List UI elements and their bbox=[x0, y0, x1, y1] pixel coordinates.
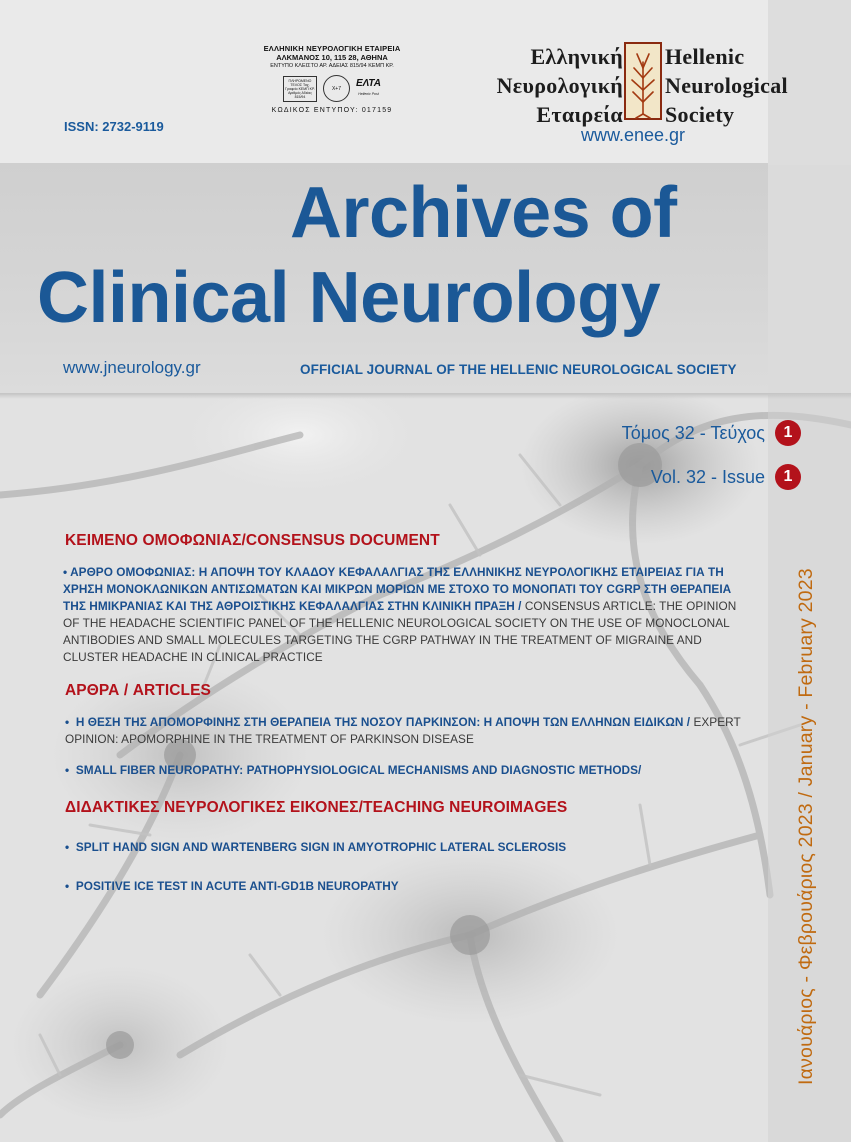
toc-item-split-hand-title: SPLIT HAND SIGN AND WARTENBERG SIGN IN AMYOTROPHIC LATERAL SCLEROSIS bbox=[75, 840, 567, 854]
toc-item-consensus[interactable] bbox=[63, 564, 745, 666]
postal-seal-icon: Χ+7 bbox=[323, 75, 350, 102]
journal-title-line2: Clinical Neurology bbox=[37, 258, 661, 338]
toc-item-apomorphine-greek: Η ΘΕΣΗ ΤΗΣ ΑΠΟΜΟΡΦΙΝΗΣ ΣΤΗ ΘΕΡΑΠΕΙΑ ΤΗΣ ΝΟΣΟΥ ΠΑΡΚΙΝΣΟΝ: Η ΑΠΟΨΗ ΤΩΝ ΕΛΛΗΝΩΝ ΕΙΔΙΚΩΝ / bbox=[75, 715, 694, 729]
section-heading-articles: ΑΡΘΡΑ / ARTICLES bbox=[65, 682, 211, 699]
section-heading-neuroimages: ΔΙΔΑΚΤΙΚΕΣ ΝΕΥΡΟΛΟΓΙΚΕΣ ΕΙΚΟΝΕΣ/TEACHING NEUROIMAGES bbox=[65, 799, 568, 816]
bullet: • bbox=[65, 763, 76, 777]
bullet: • bbox=[63, 565, 71, 579]
toc-item-ice-test-title: POSITIVE ICE TEST IN ACUTE ANTI-GD1B NEUROPATHY bbox=[75, 879, 399, 893]
toc-item-apomorphine-english: EXPERT OPINION: APOMORPHINE IN THE TREATMENT OF PARKINSON DISEASE bbox=[65, 715, 741, 746]
society-tree-logo-icon bbox=[624, 42, 662, 120]
bullet: • bbox=[65, 715, 76, 729]
publisher-address: ΑΛΚΜΑΝΟΣ 10, 115 28, ΑΘΗΝΑ bbox=[276, 53, 388, 62]
publisher-block bbox=[262, 44, 402, 114]
society-name-english bbox=[665, 42, 815, 129]
volume-issue-english bbox=[651, 464, 801, 490]
toc-item-small-fiber[interactable] bbox=[65, 762, 645, 779]
table-of-contents bbox=[65, 532, 745, 905]
bullet: • bbox=[65, 879, 76, 893]
society-gr-line3: Εταιρεία bbox=[536, 102, 623, 127]
toc-item-split-hand[interactable] bbox=[65, 839, 745, 856]
elta-logo-text: ΕΛΤΑ bbox=[355, 77, 381, 89]
journal-title-line1: Archives of bbox=[290, 173, 677, 253]
postal-stamps bbox=[262, 75, 402, 102]
paid-postage-stamp: ΠΛΗΡΩΜΕΝΟ ΤΕΛΟΣ Ταχ. Γραφείο ΚΕΜΠ ΚΡ. Αριθμός Αδείας 815/94 bbox=[283, 76, 317, 102]
issue-date-vertical: Ιανουάριος - Φεβρουάριος 2023 / January - February 2023 bbox=[795, 568, 817, 1085]
society-en-line3: Society bbox=[665, 102, 735, 127]
elta-logo-sub: Hellenic Post bbox=[358, 91, 379, 96]
society-name-greek bbox=[491, 42, 623, 129]
society-gr-line2: Νευρολογική bbox=[496, 73, 623, 98]
journal-url[interactable]: www.jneurology.gr bbox=[63, 358, 201, 377]
title-band-shadow bbox=[0, 393, 851, 399]
elta-logo bbox=[356, 79, 381, 99]
toc-item-ice-test[interactable] bbox=[65, 878, 745, 895]
issn: ISSN: 2732-9119 bbox=[64, 119, 164, 134]
society-en-line2: Neurological bbox=[665, 73, 788, 98]
publisher-name: ΕΛΛΗΝΙΚΗ ΝΕΥΡΟΛΟΓΙΚΗ ΕΤΑΙΡΕΙΑ bbox=[263, 44, 401, 53]
section-heading-consensus: ΚΕΙΜΕΝΟ ΟΜΟΦΩΝΙΑΣ/CONSENSUS DOCUMENT bbox=[65, 532, 440, 549]
publisher-permit: ΕΝΤΥΠΟ ΚΛΕΙΣΤΟ ΑΡ. ΑΔΕΙΑΣ 815/94 ΚΕΜΠ ΚΡ. bbox=[270, 63, 394, 69]
issue-number-badge: 1 bbox=[775, 420, 801, 446]
society-url[interactable]: www.enee.gr bbox=[581, 125, 686, 145]
toc-item-consensus-english: CONSENSUS ARTICLE: THE OPINION OF THE HEADACHE SCIENTIFIC PANEL OF THE HELLENIC NEUROLOGICAL SOCIETY ON THE USE OF MONOCLONAL ANTIBODIES AND SMALL MOLECULES TARGETING THE CGRP PATHWAY IN THE TREATMENT OF MIGRAINE AND CLUSTER HEADACHE IN CLINICAL PRACTICE bbox=[63, 599, 737, 664]
toc-item-consensus-greek: ΑΡΘΡΟ ΟΜΟΦΩΝΙΑΣ: Η ΑΠΟΨΗ ΤΟΥ ΚΛΑΔΟΥ ΚΕΦΑΛΑΛΓΙΑΣ ΤΗΣ ΕΛΛΗΝΙΚΗΣ ΝΕΥΡΟΛΟΓΙΚΗΣ ΕΤΑΙΡΕΙΑΣ ΓΙΑ ΤΗ ΧΡΗΣΗ ΜΟΝΟΚΛΩΝΙΚΩΝ ΑΝΤΙΣΩΜΑΤΩΝ ΚΑΙ ΜΙΚΡΩΝ ΜΟΡΙΩΝ ΜΕ ΣΤΟΧΟ ΤΟ ΜΟΝΟΠΑΤΙ ΤΟΥ CGRP ΣΤΗ ΘΕΡΑΠΕΙΑ ΤΗΣ ΗΜΙΚΡΑΝΙΑΣ ΚΑΙ ΤΗΣ ΑΘΡΟΙΣΤΙΚΗΣ ΚΕΦΑΛΑΛΓΙΑΣ ΣΤΗΝ ΚΛΙΝΙΚΗ ΠΡΑΞΗ / bbox=[63, 565, 732, 613]
issue-number-badge: 1 bbox=[775, 464, 801, 490]
volume-issue-greek bbox=[622, 420, 801, 446]
print-code: ΚΩΔΙΚΟΣ ΕΝΤΥΠΟΥ: 017159 bbox=[271, 107, 393, 114]
volume-issue-greek-label: Τόμος 32 - Τεύχος bbox=[621, 422, 765, 443]
toc-item-apomorphine[interactable] bbox=[65, 714, 745, 748]
society-gr-line1: Ελληνική bbox=[530, 44, 623, 69]
society-en-line1: Hellenic bbox=[665, 44, 745, 69]
volume-issue-english-label: Vol. 32 - Issue bbox=[650, 466, 765, 487]
bullet: • bbox=[65, 840, 76, 854]
toc-item-small-fiber-title: SMALL FIBER NEUROPATHY: PATHOPHYSIOLOGICAL MECHANISMS AND DIAGNOSTIC METHODS/ bbox=[75, 763, 642, 777]
official-journal-tagline: OFFICIAL JOURNAL OF THE HELLENIC NEUROLOGICAL SOCIETY bbox=[300, 362, 737, 377]
